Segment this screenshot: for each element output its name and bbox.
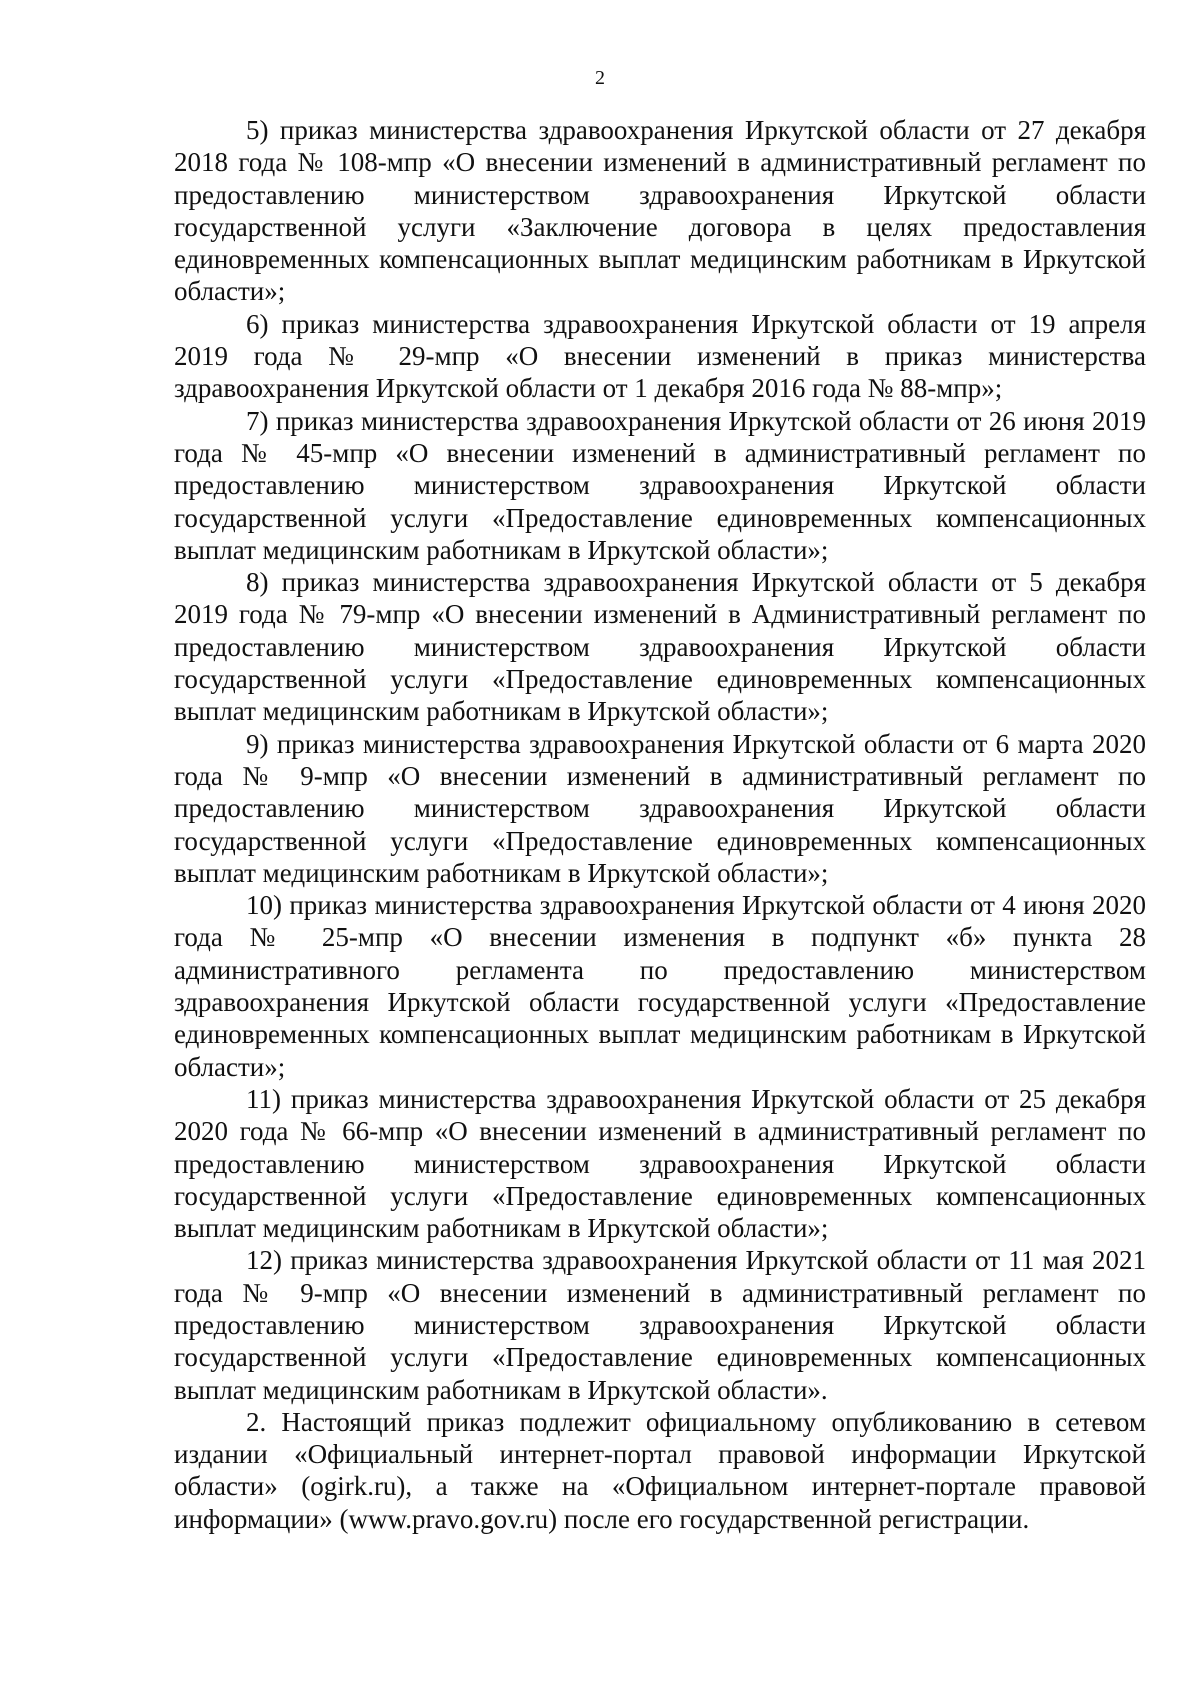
list-item-8: 8) приказ министерства здравоохранения Иркутской области от 5 декабря 2019 года № 79-мпр «О внесении изменений в Административный регламент по предоставлению министерством здравоохранения Иркутской области государственной услуги «Предоставление единовременных компенсационных выплат медицинским работникам в Иркутской области»; — [174, 567, 1146, 727]
document-body — [174, 114, 1146, 1535]
list-item-10: 10) приказ министерства здравоохранения Иркутской области от 4 июня 2020 года № 25-мпр «О внесении изменения в подпункт «б» пункта 28 административного регламента по предоставлению министерством здравоохранения Иркутской области государственной услуги «Предоставление единовременных компенсационных выплат медицинским работникам в Иркутской области»; — [174, 890, 1146, 1082]
list-item-12: 12) приказ министерства здравоохранения Иркутской области от 11 мая 2021 года № 9-мпр «О внесении изменений в административный регламент по предоставлению министерством здравоохранения Иркутской области государственной услуги «Предоставление единовременных компенсационных выплат медицинским работникам в Иркутской области». — [174, 1245, 1146, 1405]
list-item-11: 11) приказ министерства здравоохранения Иркутской области от 25 декабря 2020 года № 66-мпр «О внесении изменений в административный регламент по предоставлению министерством здравоохранения Иркутской области государственной услуги «Предоставление единовременных компенсационных выплат медицинским работникам в Иркутской области»; — [174, 1083, 1146, 1244]
list-item-7: 7) приказ министерства здравоохранения Иркутской области от 26 июня 2019 года № 45-мпр «О внесении изменений в административный регламент по предоставлению министерством здравоохранения Иркутской области государственной услуги «Предоставление единовременных компенсационных выплат медицинским работникам в Иркутской области»; — [174, 405, 1146, 565]
page-number: 2 — [595, 67, 605, 89]
list-item-5: 5) приказ министерства здравоохранения Иркутской области от 27 декабря 2018 года № 108-мпр «О внесении изменений в административный регламент по предоставлению министерством здравоохранения Иркутской области государственной услуги «Заключение договора в целях предоставления единовременных компенсационных выплат медицинским работникам в Иркутской области»; — [174, 115, 1146, 307]
list-item-9: 9) приказ министерства здравоохранения Иркутской области от 6 марта 2020 года № 9-мпр «О внесении изменений в административный регламент по предоставлению министерством здравоохранения Иркутской области государственной услуги «Предоставление единовременных компенсационных выплат медицинским работникам в Иркутской области»; — [174, 728, 1146, 888]
list-item-6: 6) приказ министерства здравоохранения Иркутской области от 19 апреля 2019 года № 29-мпр «О внесении изменений в приказ министерства здравоохранения Иркутской области от 1 декабря 2016 года № 88-мпр»; — [174, 308, 1146, 404]
clause-2-publication: 2. Настоящий приказ подлежит официальному опубликованию в сетевом издании «Официальный интернет-портал правовой информации Иркутской области» (ogirk.ru), а также на «Официальном интернет-портале правовой информации» (www.pravo.gov.ru) после его государственной регистрации. — [174, 1406, 1146, 1534]
